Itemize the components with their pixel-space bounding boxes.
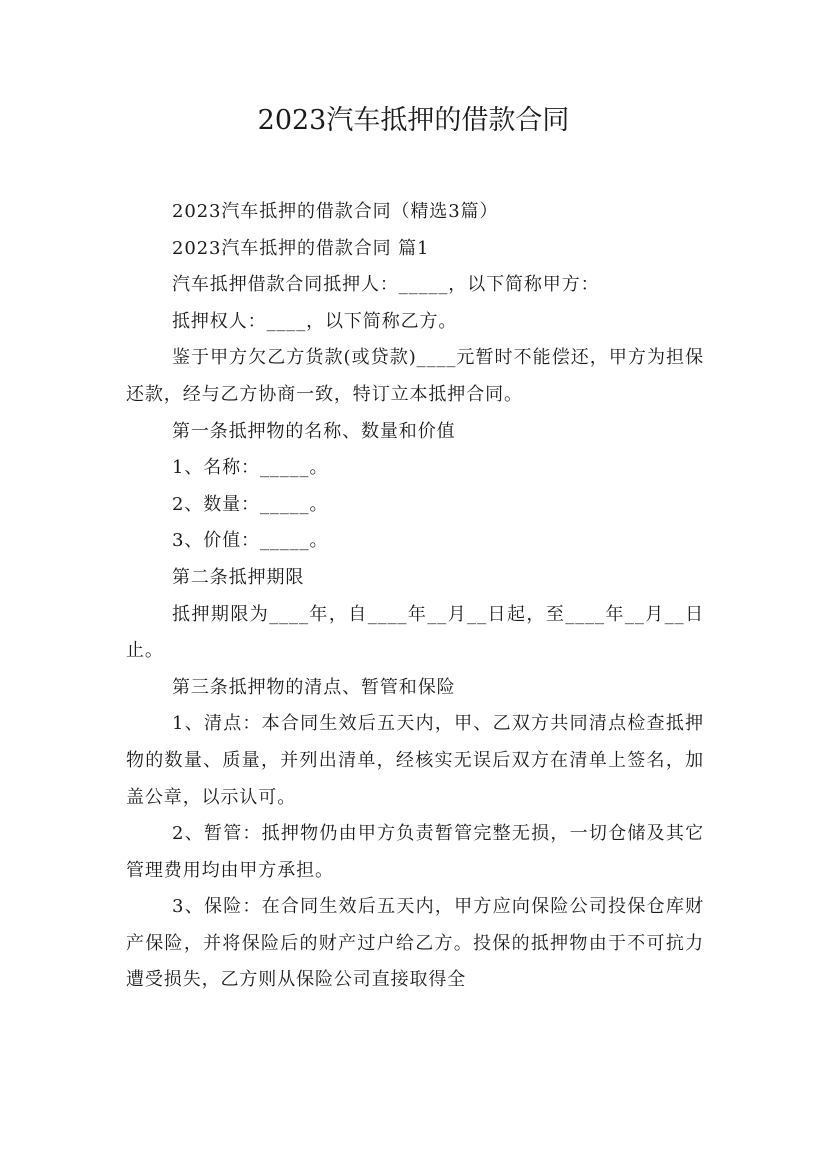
paragraph-subtitle: 2023汽车抵押的借款合同（精选3篇） (172, 201, 499, 222)
paragraph-article-1: 第一条抵押物的名称、数量和价值 (172, 420, 456, 442)
document-title: 2023汽车抵押的借款合同 (257, 105, 570, 136)
paragraph-insurance: 3、保险：在合同生效后五天内，甲方应向保险公司投保仓库财产保险，并将保险后的财产过户给乙方。投保的抵押物由于不可抗力遭受损失，乙方则从保险公司直接取得全 (126, 896, 704, 991)
paragraph-item-value: 3、价值：_____。 (172, 530, 329, 552)
paragraph-custody: 2、暂管：抵押物仍由甲方负责暂管完整无损，一切仓储及其它管理费用均由甲方承担。 (126, 823, 704, 881)
paragraph-item-name: 1、名称：_____。 (172, 457, 329, 479)
paragraph-mortgagor: 汽车抵押借款合同抵押人：_____，以下简称甲方： (172, 274, 600, 296)
paragraph-inventory: 1、清点：本合同生效后五天内，甲、乙双方共同清点检查抵押物的数量、质量，并列出清单，经核实无误后双方在清单上签名，加盖公章，以示认可。 (126, 713, 704, 808)
paragraph-mortgagee: 抵押权人：____，以下简称乙方。 (172, 310, 458, 332)
paragraph-article-3: 第三条抵押物的清点、暂管和保险 (172, 676, 456, 698)
paragraph-term: 抵押期限为____年，自____年__月__日起，至____年__月__日止。 (126, 603, 704, 662)
paragraph-preamble: 鉴于甲方欠乙方货款(或贷款)____元暂时不能偿还，甲方为担保还款，经与乙方协商一致，特订立本抵押合同。 (126, 347, 704, 405)
paragraph-section-heading: 2023汽车抵押的借款合同 篇1 (172, 237, 430, 259)
paragraph-item-quantity: 2、数量：_____。 (172, 493, 329, 515)
paragraph-article-2: 第二条抵押期限 (172, 566, 305, 588)
document-body (126, 194, 704, 999)
